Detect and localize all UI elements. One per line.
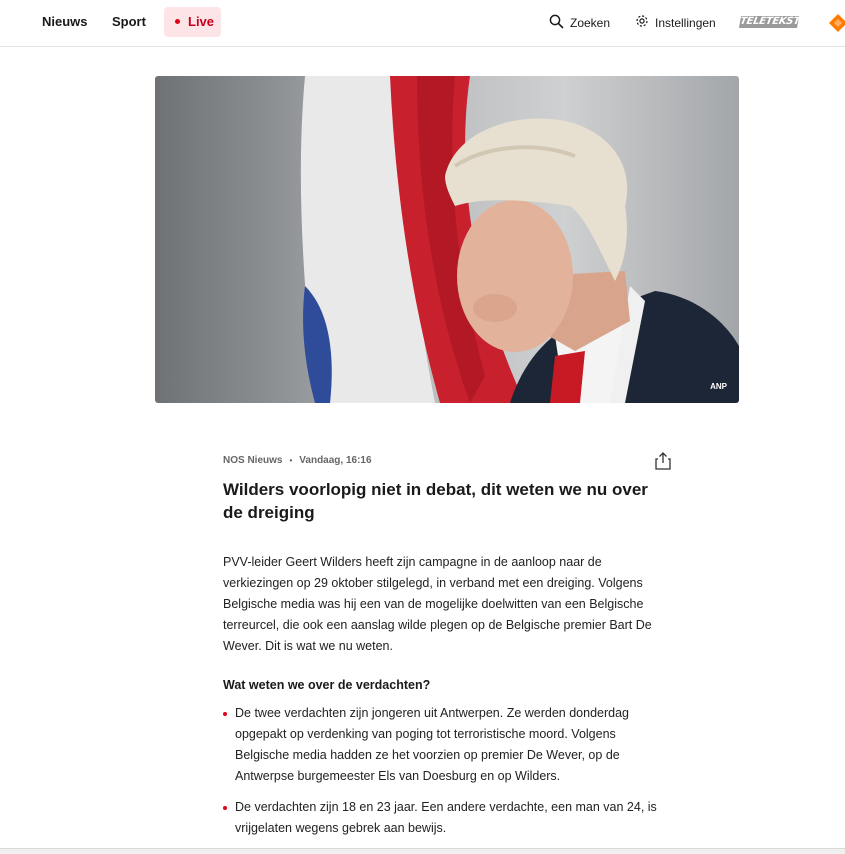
meta-separator: •	[289, 456, 293, 465]
article-bullet-list	[223, 703, 668, 849]
bullet-dot	[223, 712, 227, 716]
bullet-text: De twee verdachten zijn jongeren uit Antwerpen. Ze werden donderdag opgepakt op verdenking van poging tot terroristische moord. Volgens Belgische media hadden ze het voorzien op premier De Wever, op de Antwerpse burgemeester Els van Doesburg en op Wilders.	[235, 706, 630, 783]
photo-credit: ANP	[710, 382, 727, 391]
nav-live-button[interactable]	[164, 7, 221, 37]
settings-label: Instellingen	[655, 15, 716, 30]
bullet-text: De verdachten zijn 18 en 23 jaar. Een andere verdachte, een man van 24, is vrijgelaten wegens gebrek aan bewijs.	[235, 800, 657, 835]
search-button[interactable]	[549, 14, 610, 32]
live-indicator-dot	[175, 19, 180, 24]
list-item	[223, 797, 668, 839]
article-meta	[223, 455, 372, 466]
search-icon	[549, 14, 570, 32]
npo-logo-icon[interactable]	[828, 13, 845, 38]
top-navigation	[0, 0, 845, 47]
bullet-dot	[223, 806, 227, 810]
article-timestamp: Vandaag, 16:16	[299, 455, 372, 466]
nav-sport-link[interactable]: Sport	[112, 14, 146, 29]
article-source: NOS Nieuws	[223, 455, 283, 466]
teletekst-link[interactable]: TELETEKST	[739, 16, 801, 27]
article-subheading: Wat weten we over de verdachten?	[223, 678, 431, 692]
search-label: Zoeken	[570, 16, 611, 30]
nav-news-link[interactable]: Nieuws	[42, 14, 88, 29]
list-item	[223, 703, 668, 787]
gear-icon	[635, 14, 655, 31]
article-title: Wilders voorlopig niet in debat, dit weten we nu over de dreiging	[223, 480, 648, 522]
article-lead: PVV-leider Geert Wilders heeft zijn campagne in de aanloop naar de verkiezingen op 29 oktober stilgelegd, in verband met een dreiging. Volgens Belgische media was hij een van de mogelijke doelwitten van een Belgische terreurcel, die ook een aanslag wilde plegen op de Belgische premier Bart De Wever. Dit is wat we nu weten.	[223, 555, 652, 653]
settings-button[interactable]	[635, 14, 716, 31]
nav-live-label: Live	[188, 14, 215, 29]
hero-image	[155, 76, 739, 403]
hero-photo-illustration	[155, 76, 739, 403]
share-icon[interactable]	[654, 452, 672, 475]
window-bottom-edge	[0, 848, 845, 854]
